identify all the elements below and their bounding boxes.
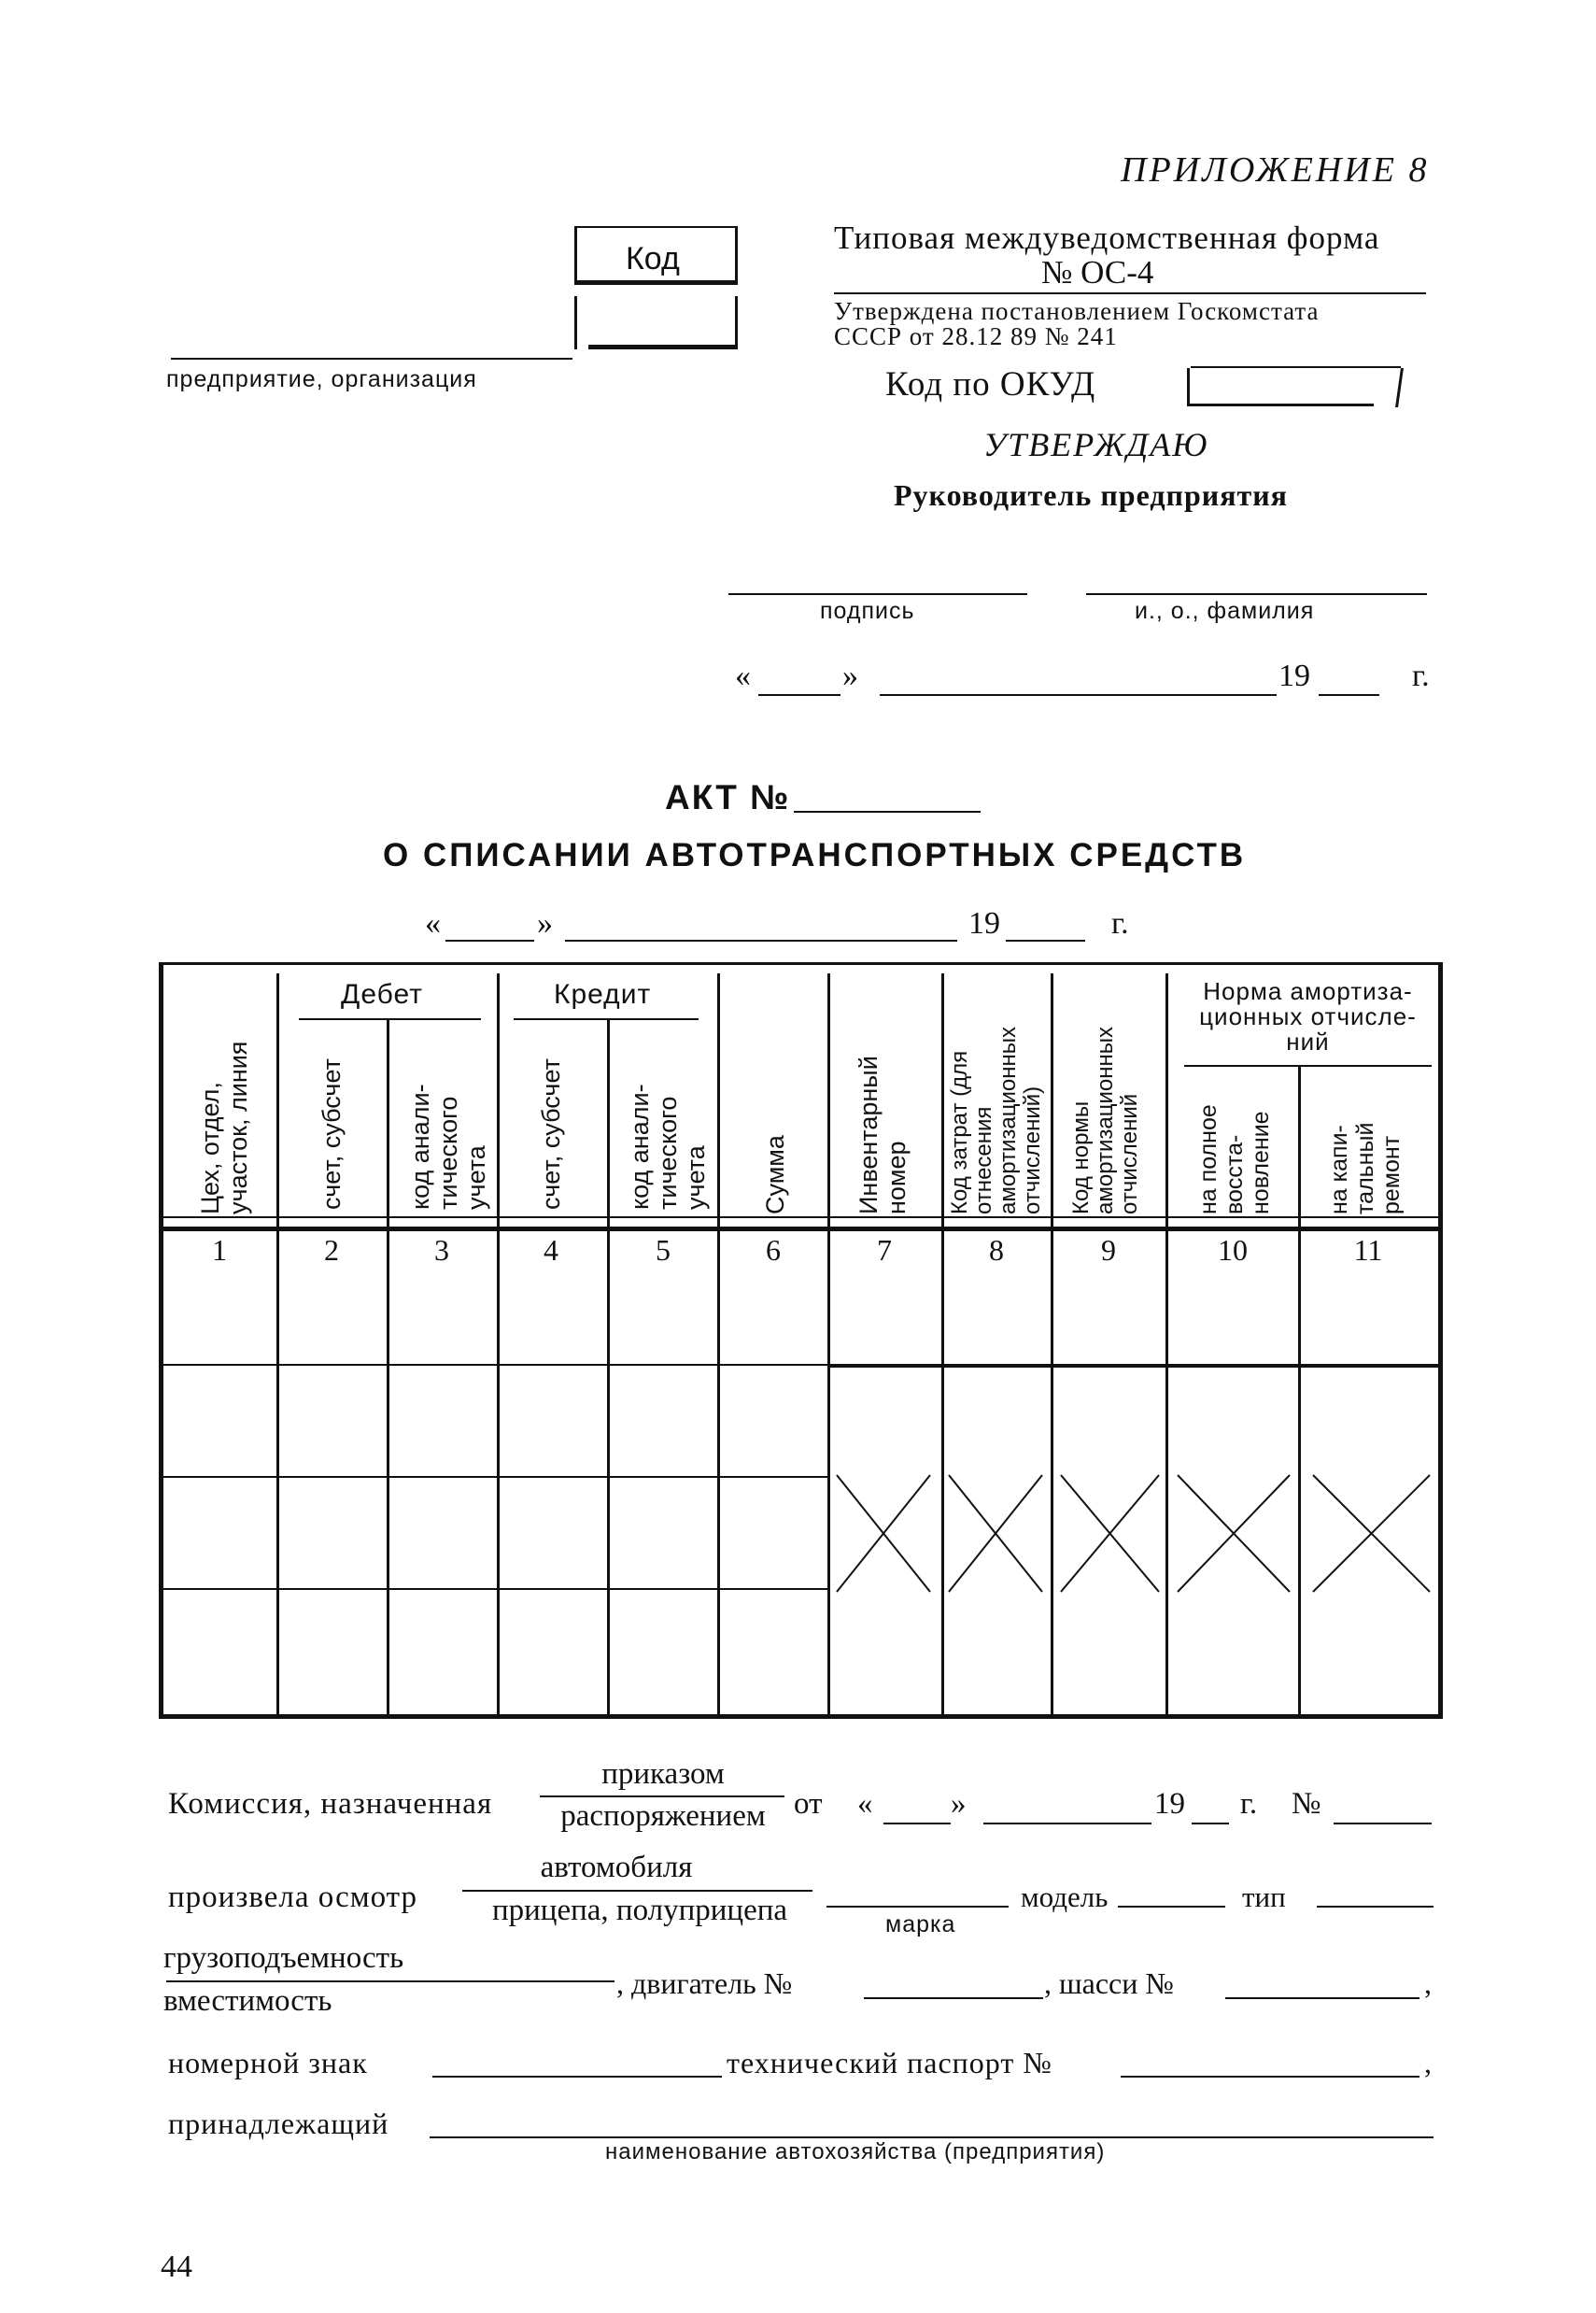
chassis-field[interactable]: [1225, 1997, 1419, 1999]
okud-box[interactable]: [1181, 366, 1405, 408]
plate-field[interactable]: [432, 2076, 722, 2078]
org-caption: предприятие, организация: [166, 366, 477, 392]
code-label: Код: [626, 241, 680, 277]
col-header-sum: Сумма: [761, 1135, 789, 1214]
approved-by-2: СССР от 28.12 89 № 241: [834, 322, 1118, 350]
col-header-debit: Дебет: [341, 979, 423, 1010]
form-title-2: № ОС-4: [1041, 254, 1154, 291]
model-field[interactable]: [1118, 1906, 1225, 1908]
col-header-full-restore: на полное восста- новление: [1195, 1104, 1274, 1214]
approve-date[interactable]: « » 19 г.: [735, 659, 1435, 701]
col-header-norm-group: Норма амортиза- ционных отчисле- ний: [1199, 977, 1417, 1056]
owner-caption: наименование автохозяйства (предприятия): [605, 2139, 1106, 2164]
col-header-capital-repair: на капи- тальный ремонт: [1326, 1122, 1405, 1214]
appendix-label: ПРИЛОЖЕНИЕ 8: [1121, 150, 1430, 190]
org-line: [171, 358, 572, 360]
act-date[interactable]: « » 19 г.: [425, 906, 1129, 941]
inspect-text: произвела осмотр: [168, 1880, 417, 1914]
inspect-bottom: прицепа, полуприцепа: [491, 1894, 788, 1927]
page: ПРИЛОЖЕНИЕ 8 Код предприятие, организация Типовая междуведомственная форма № ОС-4 Утверждена постановлением Госкомстата СССР от 28.12 89 № 241 Код по ОКУД УТВЕРЖДАЮ Руководитель предприятия подпись и., о., фамилия « » 19 г. АКТ № О СПИСАНИИ АВТОТРАНСПОРТНЫХ СРЕДСТВ « » 19 г. Цех, отдел, участок, линия Дебет Кредит счет, субсчет код анали- тического учета счет, субсчет код анали- тического учета Сумма Инвентарный номер Код затрат (для отнесения амортизационных отчислений) Код нормы амортизационных отчислений Норма амортиза- ционных отчисле- ний на полное восста- новление на капи- тальный ремонт 1 2 3 4 5 6 7 8 9 10 11 Комиссия, назначенная приказом распоряжением от « » 19 г. № произвела осмотр автомобиля прицепа, полуприцепа марка модель тип грузоподъемность вместимость , двигатель № , шасси № , номерной знак технический паспорт № , принадлежащий наименование автохозяйства (предприятия) 44: [0, 0, 1596, 2313]
crossed-cells: [827, 1368, 1443, 1715]
signature-caption: подпись: [820, 598, 915, 624]
engine-field[interactable]: [864, 1997, 1043, 1999]
owner-field[interactable]: [430, 2136, 1434, 2138]
approve-role: Руководитель предприятия: [894, 478, 1288, 512]
approved-by-1: Утверждена постановлением Госкомстата: [834, 297, 1320, 325]
col-header-inventory: Инвентарный номер: [854, 1056, 911, 1214]
form-title-1: Типовая междуведомственная форма: [834, 220, 1380, 256]
page-number: 44: [161, 2249, 192, 2284]
type-field[interactable]: [1317, 1906, 1434, 1908]
inspect-top: автомобиля: [540, 1851, 693, 1884]
commission-text: Комиссия, назначенная: [168, 1787, 493, 1821]
brand-field[interactable]: [826, 1906, 1009, 1908]
capacity-bottom: вместимость: [163, 1984, 332, 2018]
col-header-debit-account: счет, субсчет: [318, 1058, 346, 1210]
col-header-dept: Цех, отдел, участок, линия: [196, 1041, 252, 1214]
capacity-top: грузоподъемность: [163, 1941, 404, 1975]
col-header-norm-code: Код нормы амортизационных отчислений: [1068, 1026, 1142, 1214]
code-box: [574, 226, 738, 349]
col-header-debit-analytic: код анали- тического учета: [406, 1084, 490, 1210]
plate-label: номерной знак: [168, 2046, 368, 2079]
col-header-cost-code: Код затрат (для отнесения амортизационных отчислений): [947, 1026, 1045, 1214]
passport-field[interactable]: [1121, 2076, 1419, 2078]
col-header-credit: Кредит: [554, 979, 652, 1010]
approve-title: УТВЕРЖДАЮ: [983, 426, 1209, 463]
act-subtitle: О СПИСАНИИ АВТОТРАНСПОРТНЫХ СРЕДСТВ: [383, 837, 1247, 873]
brand-caption: марка: [885, 1911, 956, 1937]
act-title: АКТ №: [665, 778, 791, 816]
col-header-credit-account: счет, субсчет: [537, 1058, 565, 1210]
order-top: приказом: [601, 1757, 725, 1791]
col-header-credit-analytic: код анали- тического учета: [626, 1084, 710, 1210]
writeoff-table: Цех, отдел, участок, линия Дебет Кредит счет, субсчет код анали- тического учета счет, субсчет код анали- тического учета Сумма Инвентарный номер Код затрат (для отнесения амортизационных отчислений) Код нормы амортизационных отчислений Норма амортиза- ционных отчисле- ний на полное восста- новление на капи- тальный ремонт 1 2 3 4 5 6 7 8 9 10 11: [159, 962, 1443, 1719]
name-caption: и., о., фамилия: [1135, 598, 1315, 624]
owner-label: принадлежащий: [168, 2107, 389, 2140]
order-bottom: распоряжением: [560, 1799, 766, 1833]
okud-label: Код по ОКУД: [885, 365, 1096, 404]
commission-date[interactable]: « » 19 г. №: [857, 1787, 1436, 1829]
